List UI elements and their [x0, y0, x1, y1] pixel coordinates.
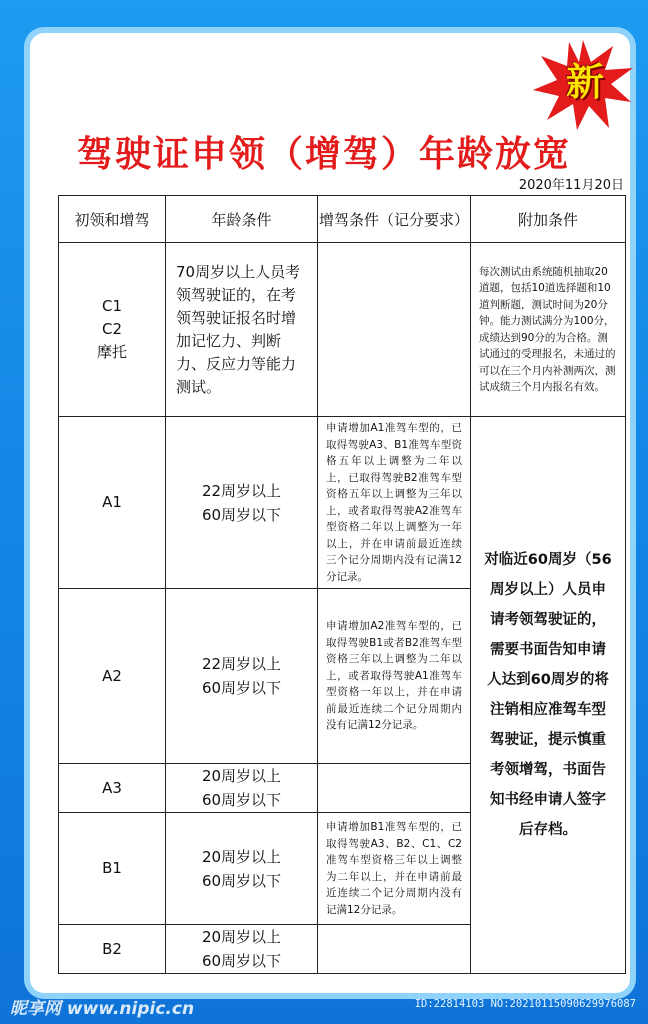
- age-requirements-table: [58, 195, 626, 974]
- upgrade-condition: 申请增加A2准驾车型的，已取得驾驶B1或者B2准驾车型资格三年以上调整为二年以上，或者取得驾驶A1准驾车型资格一年以上，并在申请前最近连续二个记分周期内没有记满12分记录。: [318, 589, 471, 764]
- age-max: 60周岁以下: [201, 791, 282, 809]
- extra-condition: 每次测试由系统随机抽取20道题，包括10道选择题和10道判断题，测试时间为20分钟。能力测试满分为100分，成绩达到90分的为合格。测试通过的受理报名，未通过的可以在三个月内补测两次，测试成绩三个月内报名有效。: [471, 243, 626, 417]
- age-condition: 70周岁以上人员考领驾驶证的，在考领驾驶证报名时增加记忆力、判断力、反应力等能力测试。: [166, 243, 318, 417]
- age-condition: [166, 589, 318, 764]
- age-max: 60周岁以下: [201, 952, 282, 970]
- table-row: [59, 417, 626, 589]
- age-max: 60周岁以下: [201, 505, 282, 524]
- license-type-cell: [59, 243, 166, 417]
- merged-extra-condition: 对临近60周岁（56周岁以上）人员申请考领驾驶证的，需要书面告知申请人达到60周岁的将注销相应准驾车型驾驶证，提示慎重考领增驾，书面告知书经申请人签字后存档。: [471, 417, 626, 974]
- age-min: 20周岁以上: [201, 847, 282, 866]
- license-type: C2: [101, 320, 123, 338]
- license-type: A3: [59, 764, 166, 813]
- license-type: B2: [59, 925, 166, 974]
- header-age-condition: 年龄条件: [166, 196, 318, 243]
- age-condition: [166, 764, 318, 813]
- age-max: 60周岁以下: [201, 871, 282, 890]
- header-upgrade-condition: 增驾条件（记分要求）: [318, 196, 471, 243]
- new-badge-text: 新: [565, 60, 604, 104]
- license-type: A1: [59, 417, 166, 589]
- upgrade-condition: [318, 764, 471, 813]
- age-min: 22周岁以上: [201, 655, 282, 673]
- upgrade-condition: 申请增加B1准驾车型的，已取得驾驶A3、B2、C1、C2准驾车型资格三年以上调整为二年以上，并在申请前最近连续二个记分周期内没有记满12分记录。: [318, 813, 471, 925]
- header-license-type: 初领和增驾: [59, 196, 166, 243]
- age-condition: [166, 813, 318, 925]
- issue-date: 2020年11月20日: [518, 178, 624, 193]
- license-type: B1: [59, 813, 166, 925]
- header-extra-condition: 附加条件: [471, 196, 626, 243]
- age-min: 20周岁以上: [201, 767, 282, 785]
- license-type: A2: [59, 589, 166, 764]
- watermark-id: ID:22814103 NO:20210115090629976087: [414, 998, 636, 1010]
- age-min: 22周岁以上: [201, 481, 282, 500]
- age-condition: [166, 417, 318, 589]
- license-type: C1: [101, 297, 123, 315]
- upgrade-condition: [318, 243, 471, 417]
- age-min: 20周岁以上: [201, 928, 282, 946]
- age-max: 60周岁以下: [201, 679, 282, 697]
- upgrade-condition: 申请增加A1准驾车型的，已取得驾驶A3、B1准驾车型资格五年以上调整为二年以上，已取得驾驶B2准驾车型资格五年以上调整为三年以上，或者取得驾驶A2准驾车型资格二年以上调整为一年以上，并在申请前最近连续三个记分周期内没有记满12分记录。: [318, 417, 471, 589]
- table-header-row: [59, 196, 626, 243]
- page-title: 驾驶证申领（增驾）年龄放宽: [76, 134, 571, 175]
- table-row: [59, 243, 626, 417]
- license-type: 摩托: [96, 343, 127, 361]
- upgrade-condition: [318, 925, 471, 974]
- watermark-site: 昵享网 www.nipic.cn: [10, 999, 195, 1019]
- age-condition: [166, 925, 318, 974]
